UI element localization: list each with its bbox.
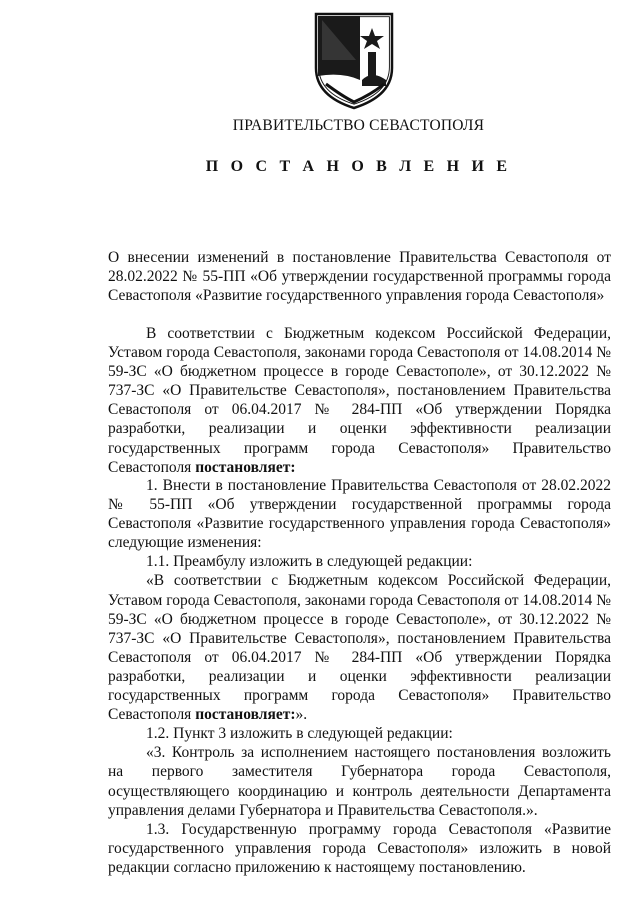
preamble-paragraph	[108, 324, 611, 477]
document-subject: О внесении изменений в постановление Правительства Севастополя от 28.02.2022 № 55-ПП «Об утверждении государственной программы города Севастополя «Развитие государственного управления города Севастополя»	[108, 249, 611, 305]
item-1-2-quote: «3. Контроль за исполнением настоящего постановления возложить на первого заместителя Губернатора города Севастополя, осуществляющего координацию и контроль деятельности Департамента управления делами Губернатора и Правительства Севастополя.».	[108, 744, 611, 819]
document-type-heading: П О С Т А Н О В Л Е Н И Е	[205, 158, 512, 175]
resolution-items	[108, 476, 611, 877]
item-1-1: 1.1. Преамбулу изложить в следующей редакции:	[146, 553, 473, 571]
organization-name: ПРАВИТЕЛЬСТВО СЕВАСТОПОЛЯ	[232, 117, 485, 134]
item-1-1-quote-text: «В соответствии с Бюджетным кодексом Российской Федерации, Уставом города Севастополя, законами города Севастополя от 14.08.2014 № 59-ЗС «О бюджетном процессе в городе Севастополе», от 30.12.2022 № 737-ЗС «О Правительстве Севастополя», постановлением Правительства Севастополя от 06.04.2017 № 284-ПП «Об утверждении Порядка разработки, реализации и оценки эффективности реализации государственных программ города Севастополя» Правительство Севастополя	[108, 572, 611, 724]
sevastopol-coat-of-arms-icon	[312, 10, 396, 110]
item-1-1-quote	[108, 571, 611, 724]
preamble-decree: постановляет:	[195, 458, 296, 476]
item-1-2: 1.2. Пункт 3 изложить в следующей редакции:	[146, 725, 453, 743]
item-1: 1. Внести в постановление Правительства Севастополя от 28.02.2022 № 55-ПП «Об утверждении государственной программы города Севастополя «Развитие государственного управления города Севастополя» следующие изменения:	[108, 477, 611, 552]
item-1-1-quote-end: ».	[295, 706, 308, 724]
preamble-text: В соответствии с Бюджетным кодексом Российской Федерации, Уставом города Севастополя, законами города Севастополя от 14.08.2014 № 59-ЗС «О бюджетном процессе в городе Севастополе», от 30.12.2022 № 737-ЗС «О Правительстве Севастополя», постановлением Правительства Севастополя от 06.04.2017 № 284-ПП «Об утверждении Порядка разработки, реализации и оценки эффективности реализации государственных программ города Севастополя» Правительство Севастополя	[108, 325, 611, 476]
item-1-1-quote-decree: постановляет:	[195, 706, 296, 724]
item-1-3: 1.3. Государственную программу города Севастополя «Развитие государственного управления города Севастополя» изложить в новой редакции согласно приложению к настоящему постановлению.	[108, 820, 611, 876]
